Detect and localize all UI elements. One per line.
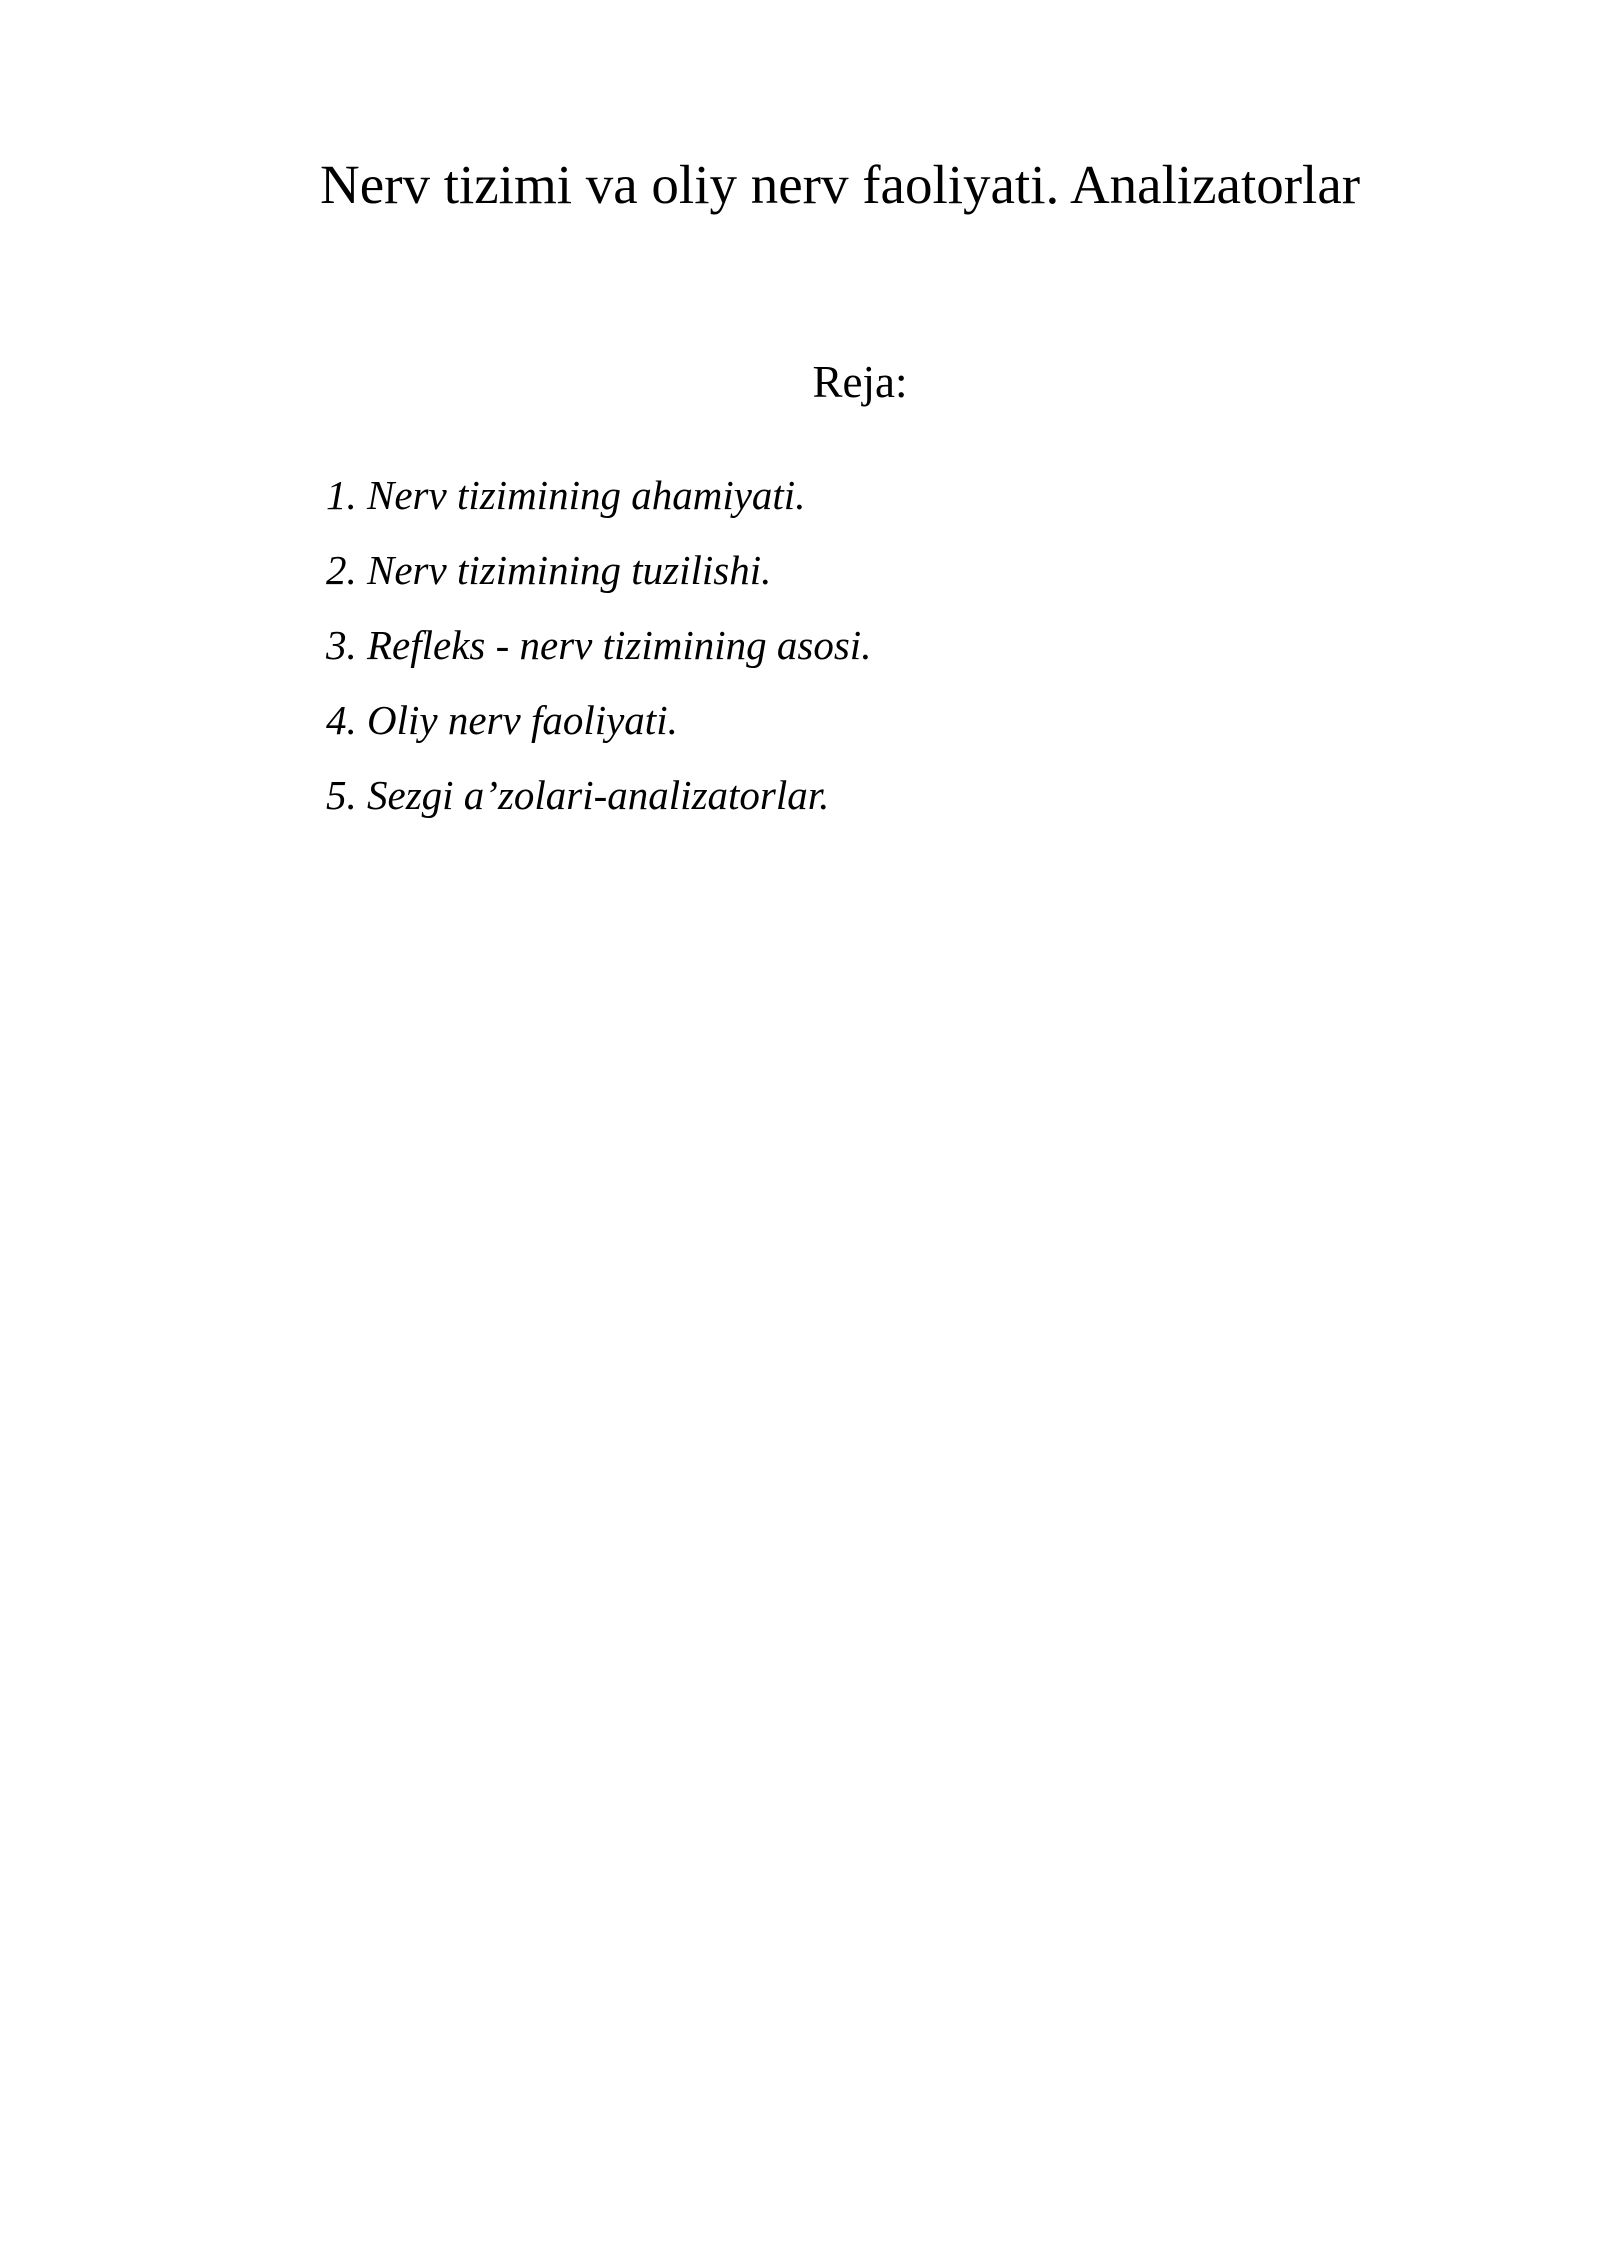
- plan-list: [326, 458, 871, 833]
- plan-item: 4. Oliy nerv faoliyati.: [326, 697, 678, 743]
- plan-heading: Reja:: [812, 357, 908, 407]
- plan-item: 3. Refleks - nerv tizimining asosi.: [326, 622, 872, 668]
- plan-item: 1. Nerv tizimining ahamiyati.: [326, 472, 806, 518]
- document-title: Nerv tizimi va oliy nerv faoliyati. Analizatorlar: [320, 154, 1361, 215]
- plan-item: 2. Nerv tizimining tuzilishi.: [326, 547, 772, 593]
- plan-item: 5. Sezgi a’zolari-analizatorlar.: [326, 772, 830, 818]
